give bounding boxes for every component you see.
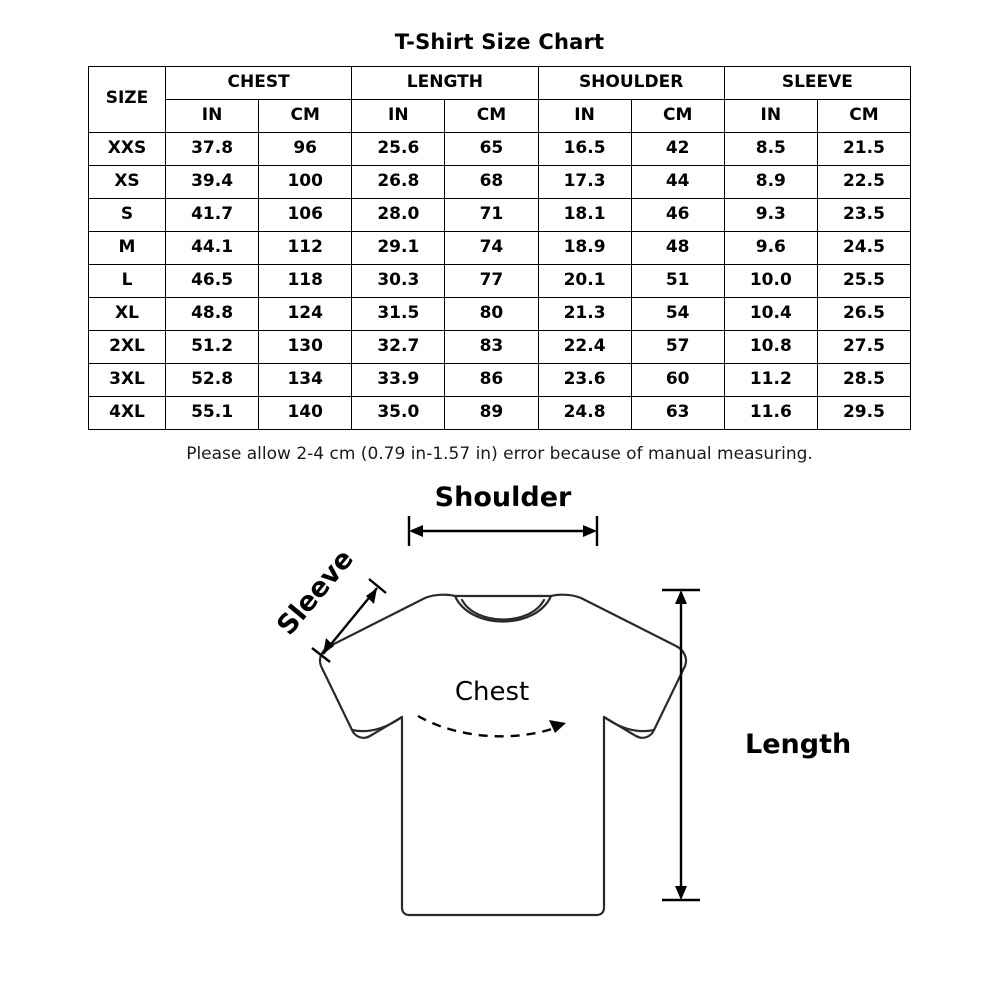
cell-length-in: 30.3	[352, 265, 445, 298]
cell-size: S	[89, 199, 166, 232]
cell-length-in: 35.0	[352, 397, 445, 430]
shoulder-dimension	[409, 516, 597, 546]
cell-length-cm: 77	[445, 265, 538, 298]
cell-length-in: 28.0	[352, 199, 445, 232]
header-sleeve-cm: CM	[817, 100, 910, 133]
header-chest-cm: CM	[259, 100, 352, 133]
cell-sleeve-cm: 26.5	[817, 298, 910, 331]
cell-chest-in: 46.5	[166, 265, 259, 298]
cell-sleeve-cm: 24.5	[817, 232, 910, 265]
cell-chest-in: 44.1	[166, 232, 259, 265]
cell-length-cm: 65	[445, 133, 538, 166]
cell-chest-in: 55.1	[166, 397, 259, 430]
header-group-length: LENGTH	[352, 67, 538, 100]
header-shoulder-in: IN	[538, 100, 631, 133]
cell-chest-in: 41.7	[166, 199, 259, 232]
cell-sleeve-in: 10.0	[724, 265, 817, 298]
cell-length-in: 26.8	[352, 166, 445, 199]
cell-sleeve-cm: 23.5	[817, 199, 910, 232]
chest-label: Chest	[454, 677, 530, 707]
cell-shoulder-in: 18.9	[538, 232, 631, 265]
cell-shoulder-cm: 48	[631, 232, 724, 265]
cell-chest-in: 48.8	[166, 298, 259, 331]
cell-length-in: 33.9	[352, 364, 445, 397]
cell-chest-in: 51.2	[166, 331, 259, 364]
table-row	[89, 331, 911, 364]
sleeve-label: Sleeve	[271, 543, 360, 642]
cell-shoulder-in: 16.5	[538, 133, 631, 166]
header-group-shoulder: SHOULDER	[538, 67, 724, 100]
table-header	[89, 67, 911, 133]
measuring-note: Please allow 2-4 cm (0.79 in-1.57 in) error because of manual measuring.	[186, 444, 813, 464]
tshirt-measurement-diagram	[0, 478, 999, 998]
cell-chest-cm: 130	[259, 331, 352, 364]
cell-shoulder-in: 22.4	[538, 331, 631, 364]
table-row	[89, 397, 911, 430]
header-sleeve-in: IN	[724, 100, 817, 133]
cell-size: XL	[89, 298, 166, 331]
size-table	[88, 66, 911, 430]
cell-shoulder-cm: 54	[631, 298, 724, 331]
shoulder-label: Shoulder	[434, 482, 572, 513]
cell-sleeve-in: 10.4	[724, 298, 817, 331]
cell-length-in: 25.6	[352, 133, 445, 166]
cell-chest-cm: 134	[259, 364, 352, 397]
cell-sleeve-cm: 21.5	[817, 133, 910, 166]
table-row	[89, 232, 911, 265]
cell-sleeve-cm: 25.5	[817, 265, 910, 298]
cell-size: L	[89, 265, 166, 298]
cell-shoulder-in: 21.3	[538, 298, 631, 331]
cell-sleeve-in: 10.8	[724, 331, 817, 364]
cell-chest-in: 52.8	[166, 364, 259, 397]
cell-size: 3XL	[89, 364, 166, 397]
cell-size: XS	[89, 166, 166, 199]
cell-length-cm: 74	[445, 232, 538, 265]
cell-shoulder-in: 18.1	[538, 199, 631, 232]
cell-chest-cm: 124	[259, 298, 352, 331]
table-header-row-units	[89, 100, 911, 133]
header-size: SIZE	[89, 67, 166, 133]
table-body	[89, 133, 911, 430]
cell-chest-cm: 112	[259, 232, 352, 265]
table-header-row-groups	[89, 67, 911, 100]
cell-sleeve-in: 9.3	[724, 199, 817, 232]
cell-size: 2XL	[89, 331, 166, 364]
cell-size: 4XL	[89, 397, 166, 430]
cell-length-cm: 89	[445, 397, 538, 430]
cell-shoulder-cm: 57	[631, 331, 724, 364]
cell-size: XXS	[89, 133, 166, 166]
cell-sleeve-in: 8.5	[724, 133, 817, 166]
cell-chest-cm: 140	[259, 397, 352, 430]
header-chest-in: IN	[166, 100, 259, 133]
table-row	[89, 199, 911, 232]
length-label: Length	[745, 729, 852, 760]
tshirt-outline	[320, 595, 686, 915]
table-row	[89, 298, 911, 331]
header-length-in: IN	[352, 100, 445, 133]
cell-shoulder-cm: 44	[631, 166, 724, 199]
cell-shoulder-in: 23.6	[538, 364, 631, 397]
cell-chest-in: 39.4	[166, 166, 259, 199]
cell-chest-cm: 118	[259, 265, 352, 298]
cell-length-cm: 71	[445, 199, 538, 232]
cell-sleeve-in: 9.6	[724, 232, 817, 265]
cell-sleeve-in: 8.9	[724, 166, 817, 199]
cell-shoulder-cm: 63	[631, 397, 724, 430]
size-table-container	[0, 66, 999, 430]
cell-shoulder-cm: 42	[631, 133, 724, 166]
cell-sleeve-in: 11.2	[724, 364, 817, 397]
cell-shoulder-in: 20.1	[538, 265, 631, 298]
table-row	[89, 265, 911, 298]
cell-shoulder-in: 17.3	[538, 166, 631, 199]
cell-length-in: 29.1	[352, 232, 445, 265]
cell-length-in: 31.5	[352, 298, 445, 331]
cell-sleeve-cm: 22.5	[817, 166, 910, 199]
cell-shoulder-cm: 60	[631, 364, 724, 397]
header-shoulder-cm: CM	[631, 100, 724, 133]
cell-length-cm: 80	[445, 298, 538, 331]
cell-length-in: 32.7	[352, 331, 445, 364]
cell-chest-cm: 106	[259, 199, 352, 232]
header-group-chest: CHEST	[166, 67, 352, 100]
length-dimension	[662, 590, 700, 900]
cell-shoulder-in: 24.8	[538, 397, 631, 430]
table-row	[89, 133, 911, 166]
cell-chest-in: 37.8	[166, 133, 259, 166]
cell-sleeve-cm: 28.5	[817, 364, 910, 397]
cell-size: M	[89, 232, 166, 265]
cell-shoulder-cm: 46	[631, 199, 724, 232]
header-length-cm: CM	[445, 100, 538, 133]
cell-length-cm: 68	[445, 166, 538, 199]
cell-sleeve-cm: 29.5	[817, 397, 910, 430]
cell-sleeve-cm: 27.5	[817, 331, 910, 364]
header-group-sleeve: SLEEVE	[724, 67, 910, 100]
cell-length-cm: 83	[445, 331, 538, 364]
table-row	[89, 166, 911, 199]
cell-shoulder-cm: 51	[631, 265, 724, 298]
cell-sleeve-in: 11.6	[724, 397, 817, 430]
page-title: T-Shirt Size Chart	[394, 30, 605, 54]
cell-chest-cm: 96	[259, 133, 352, 166]
cell-length-cm: 86	[445, 364, 538, 397]
table-row	[89, 364, 911, 397]
cell-chest-cm: 100	[259, 166, 352, 199]
